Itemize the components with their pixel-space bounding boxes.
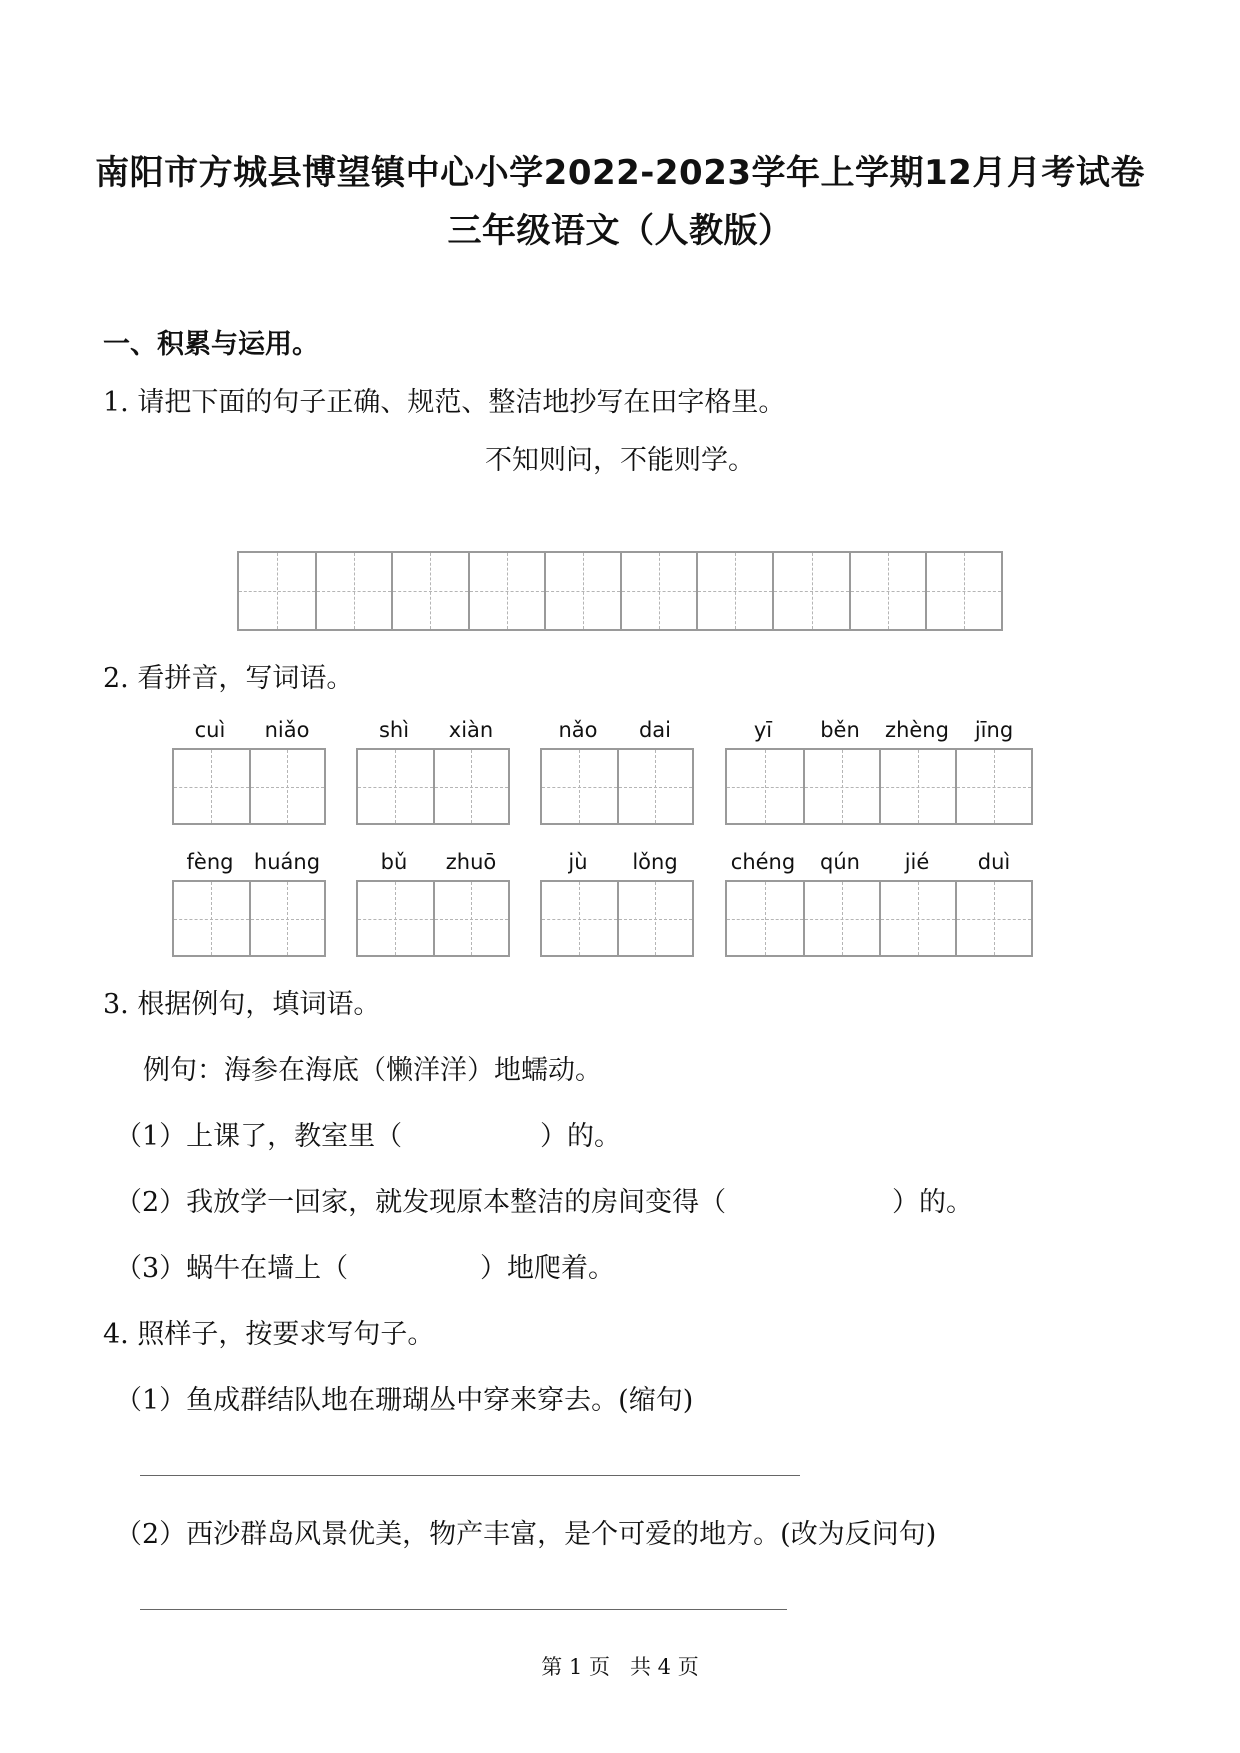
pinyin-label: cuì [194, 718, 226, 742]
word-grid[interactable] [356, 748, 510, 825]
grid-cell[interactable] [239, 553, 315, 629]
pinyin-label: shì [378, 718, 410, 742]
answer-line[interactable] [140, 1609, 787, 1610]
pinyin-label: qún [820, 850, 860, 874]
q3-item2-left: （2）我放学一回家，就发现原本整洁的房间变得（ [115, 1187, 727, 1218]
pinyin-label: zhuō [445, 850, 497, 874]
pinyin-label: duì [977, 850, 1011, 874]
grid-cell[interactable] [542, 882, 617, 955]
word-grid[interactable] [540, 880, 694, 957]
grid-cell[interactable] [249, 882, 324, 955]
grid-cell[interactable] [391, 553, 467, 629]
grid-cell[interactable] [542, 750, 617, 823]
grid-cell[interactable] [727, 882, 803, 955]
q3-item2-right: ）的。 [892, 1187, 973, 1218]
grid-cell[interactable] [925, 553, 1001, 629]
grid-cell[interactable] [696, 553, 772, 629]
grid-cell[interactable] [433, 882, 508, 955]
word-grid[interactable] [356, 880, 510, 957]
grid-cell[interactable] [468, 553, 544, 629]
grid-cell[interactable] [358, 882, 433, 955]
q1-sentence: 不知则问，不能则学。 [485, 445, 755, 476]
q3-item1-left: （1）上课了，教室里（ [115, 1121, 403, 1152]
pinyin-label: nǎo [558, 718, 598, 742]
grid-cell[interactable] [727, 750, 803, 823]
pinyin-label: chéng [730, 850, 796, 874]
q1-writing-grid[interactable] [237, 551, 1003, 631]
pinyin-label: jié [904, 850, 930, 874]
pinyin-label: běn [820, 718, 860, 742]
grid-cell[interactable] [174, 882, 249, 955]
word-grid[interactable] [725, 880, 1033, 957]
pinyin-label: jīng [974, 718, 1014, 742]
q3-item1-right: ）的。 [540, 1121, 621, 1152]
grid-cell[interactable] [803, 882, 879, 955]
q3-item3-right: ）地爬着。 [480, 1253, 615, 1284]
q3-example: 例句：海参在海底（懒洋洋）地蠕动。 [143, 1055, 602, 1086]
grid-cell[interactable] [617, 882, 692, 955]
grid-cell[interactable] [617, 750, 692, 823]
grid-cell[interactable] [803, 750, 879, 823]
pinyin-label: huáng [253, 850, 321, 874]
exam-title: 南阳市方城县博望镇中心小学2022-2023学年上学期12月月考试卷 [95, 153, 1145, 193]
q2-prompt: 2. 看拼音，写词语。 [103, 663, 354, 694]
q3-item3-left: （3）蜗牛在墙上（ [115, 1253, 349, 1284]
answer-line[interactable] [140, 1475, 800, 1476]
word-grid[interactable] [540, 748, 694, 825]
pinyin-label: yī [753, 718, 773, 742]
q3-prompt: 3. 根据例句，填词语。 [103, 989, 381, 1020]
word-grid[interactable] [172, 880, 326, 957]
pinyin-label: fèng [186, 850, 234, 874]
grid-cell[interactable] [955, 882, 1031, 955]
grid-cell[interactable] [772, 553, 848, 629]
section-heading: 一、积累与运用。 [103, 329, 319, 360]
word-grid[interactable] [725, 748, 1033, 825]
grid-cell[interactable] [879, 882, 955, 955]
q1-prompt: 1. 请把下面的句子正确、规范、整洁地抄写在田字格里。 [103, 387, 786, 418]
grid-cell[interactable] [174, 750, 249, 823]
grid-cell[interactable] [433, 750, 508, 823]
exam-subtitle: 三年级语文（人教版） [447, 211, 793, 251]
grid-cell[interactable] [620, 553, 696, 629]
q4-item1: （1）鱼成群结队地在珊瑚丛中穿来穿去。(缩句) [115, 1385, 694, 1416]
grid-cell[interactable] [955, 750, 1031, 823]
q4-item2: （2）西沙群岛风景优美，物产丰富，是个可爱的地方。(改为反问句) [115, 1519, 937, 1550]
pinyin-label: zhèng [885, 718, 949, 742]
q4-prompt: 4. 照样子，按要求写句子。 [103, 1319, 435, 1350]
grid-cell[interactable] [544, 553, 620, 629]
pinyin-label: xiàn [448, 718, 494, 742]
word-grid[interactable] [172, 748, 326, 825]
grid-cell[interactable] [849, 553, 925, 629]
page-number: 第 1 页 共 4 页 [541, 1655, 699, 1679]
pinyin-label: niǎo [264, 718, 310, 742]
pinyin-label: dai [638, 718, 672, 742]
pinyin-label: bǔ [380, 850, 408, 874]
grid-cell[interactable] [879, 750, 955, 823]
grid-cell[interactable] [249, 750, 324, 823]
pinyin-label: lǒng [632, 850, 678, 874]
pinyin-label: jù [568, 850, 588, 874]
grid-cell[interactable] [358, 750, 433, 823]
grid-cell[interactable] [315, 553, 391, 629]
